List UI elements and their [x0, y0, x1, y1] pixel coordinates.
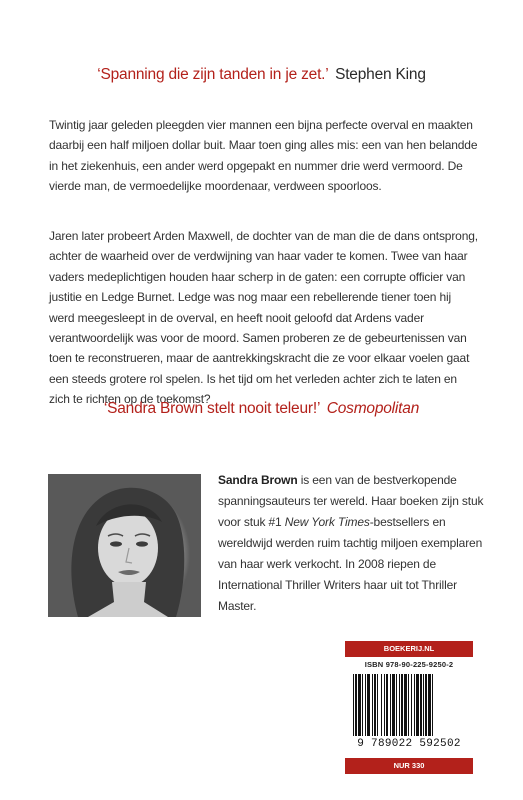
bio-text-1: is een van de bestverkopende spanningsauteurs ter wereld. Haar boeken zijn stuk voor stuk #1 [218, 473, 484, 529]
stephen-king-quote [0, 66, 523, 84]
quote-text: ‘Spanning die zijn tanden in je zet.’ [97, 66, 328, 83]
author-bio [218, 470, 490, 617]
barcode-box [345, 641, 473, 775]
cosmopolitan-quote [0, 400, 523, 418]
bio-italic-text: New York Times [284, 515, 370, 529]
quote-author: Stephen King [335, 66, 426, 83]
bio-text-2: -bestsellers en wereldwijd werden ruim tachtig miljoen exemplaren van haar werk verkocht. In 2008 riepen de International Thriller Writers haar uit tot Thriller Master. [218, 515, 483, 613]
author-photo [48, 474, 201, 617]
barcode-bars [351, 674, 467, 736]
nur-label: NUR 330 [345, 758, 473, 774]
isbn-label: ISBN 978-90-225-9250-2 [364, 660, 454, 669]
blurb-paragraph-2: Jaren later probeert Arden Maxwell, de dochter van de man die de dans ontsprong, achter de waarheid over de verdwijning van haar vader te komen. Twee van haar vaders medeplichtigen houden haar scherp in de gaten: een corrupte officier van justitie en Ledge Burnet. Ledge was nog maar een rebellerende tiener toen hij werd meegesleept in de overval, en heeft nooit geloofd dat Ardens vader verantwoordelijk was voor de moord. Samen proberen ze de gebeurtenissen van toen te reconstrueren, maar de aantrekkingskracht die ze voor elkaar voelen gaat een steeds grotere rol spelen. Is het tijd om het verleden achter zich te laten en zich te richten op de toekomst? [49, 229, 478, 407]
barcode-number: 9 789022 592502 [357, 738, 461, 750]
author-name: Sandra Brown [218, 473, 298, 487]
quote-source: Cosmopolitan [326, 400, 420, 417]
quote-text: ‘Sandra Brown stelt nooit teleur!’ [103, 400, 320, 417]
blurb-paragraph-1: Twintig jaar geleden pleegden vier mannen een bijna perfecte overval en maakten daarbij een half miljoen dollar buit. Maar toen ging alles mis: een van hen belandde in het ziekenhuis, een ander werd opgepakt en nummer drie werd vermoord. De vierde man, de vermoedelijke moordenaar, verdween spoorloos. [49, 118, 478, 194]
publisher-label: BOEKERIJ.NL [345, 641, 473, 657]
